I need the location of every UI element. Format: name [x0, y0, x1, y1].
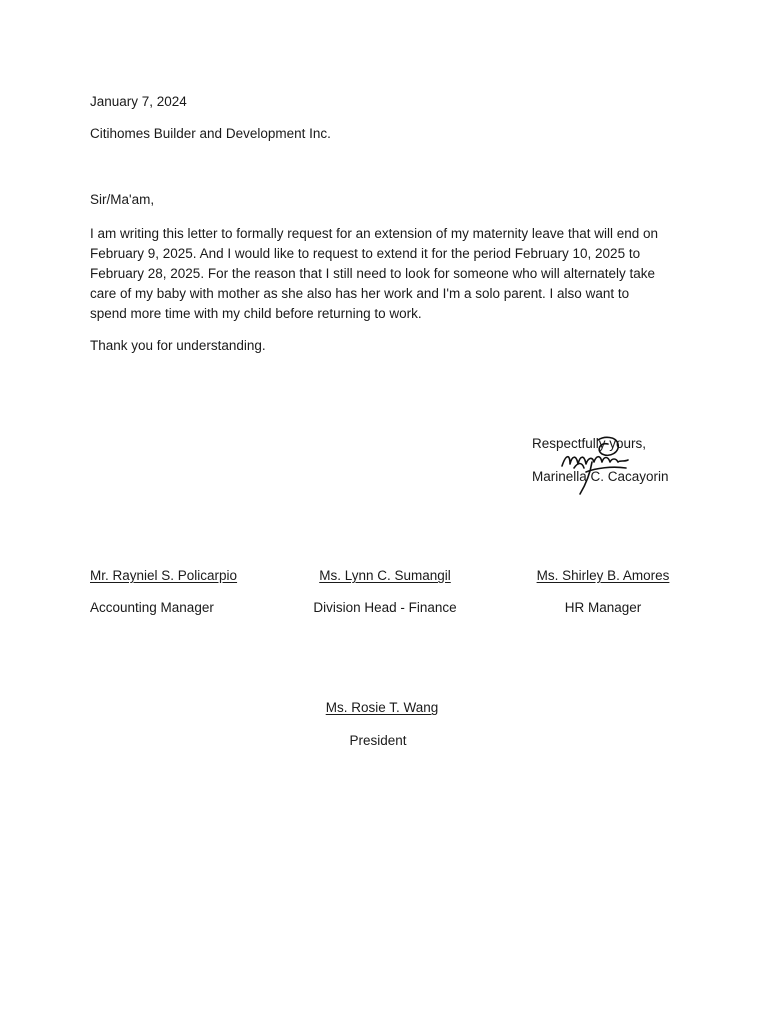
approver-title: Accounting Manager: [90, 600, 214, 615]
approver-title: HR Manager: [564, 600, 642, 615]
body-line: February 28, 2025. For the reason that I still need to look for someone who will alternately take: [90, 266, 656, 281]
body-line: spend more time with my child before returning to work.: [90, 306, 422, 321]
letter-body: [90, 224, 690, 324]
approver-name: Ms. Rosie T. Wang: [325, 700, 439, 715]
sender-name: Marinella C. Cacayorin: [532, 469, 669, 484]
body-line: I am writing this letter to formally request for an extension of my maternity leave that will end on: [90, 226, 659, 241]
thank-you-line: Thank you for understanding.: [90, 338, 266, 353]
body-line: February 9, 2025. And I would like to request to extend it for the period February 10, 2025 to: [90, 246, 641, 261]
approver-name: Ms. Shirley B. Amores: [536, 568, 670, 583]
approver-name: Mr. Rayniel S. Policarpio: [90, 568, 238, 583]
salutation: Sir/Ma'am,: [90, 192, 155, 207]
closing: Respectfully yours,: [532, 436, 647, 451]
approver-title: Division Head - Finance: [313, 600, 457, 615]
approver-title: President: [349, 733, 407, 748]
recipient-company: Citihomes Builder and Development Inc.: [90, 126, 331, 141]
body-line: care of my baby with mother as she also has her work and I'm a solo parent. I also want to: [90, 286, 630, 301]
letter-date: January 7, 2024: [90, 94, 187, 109]
approver-name: Ms. Lynn C. Sumangil: [319, 568, 451, 583]
handwritten-signature: [556, 432, 636, 498]
